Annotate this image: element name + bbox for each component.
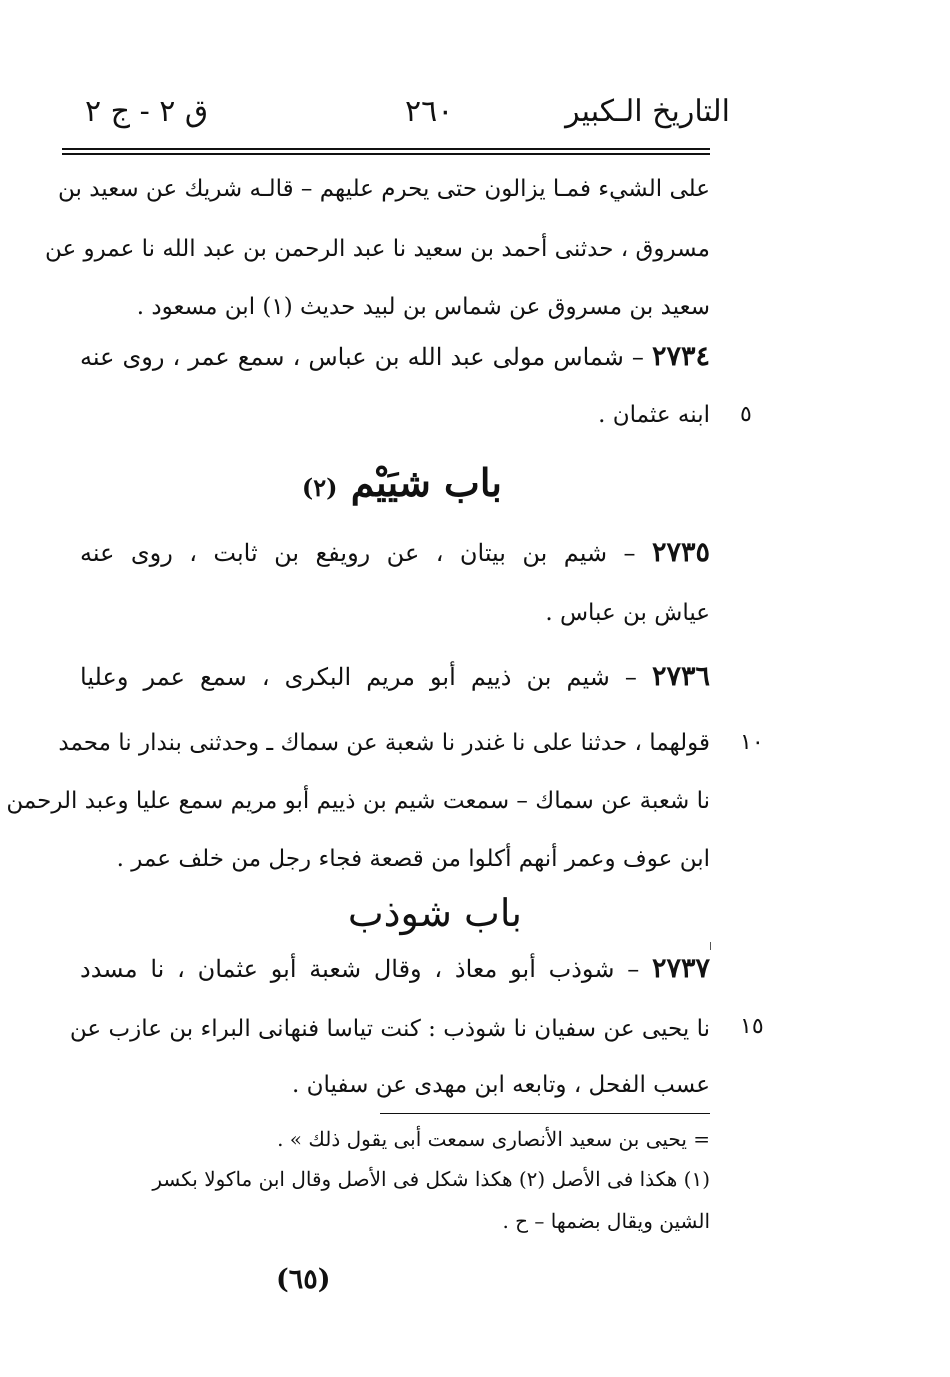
margin-mark bbox=[710, 942, 711, 950]
entry-2736-line bbox=[80, 660, 710, 694]
footnote-line: الشين ويقال بضمها – ح . bbox=[502, 1209, 710, 1233]
section-heading-text: باب شوذب bbox=[347, 891, 522, 935]
running-header-page-number: ٢٦٠ bbox=[405, 94, 454, 129]
footnote-line: = يحيى بن سعيد الأنصارى سمعت أبى يقول ذلك » . bbox=[277, 1127, 710, 1151]
running-header-reference: ق ٢ - ج ٢ bbox=[85, 94, 209, 129]
line-marker: ١٥ bbox=[740, 1014, 764, 1039]
entry-number: ٢٧٣٤ bbox=[651, 341, 710, 372]
entry-text: – شوذب أبو معاذ ، وقال شعبة أبو عثمان ، نا مسدد bbox=[80, 955, 640, 983]
section-heading bbox=[302, 460, 502, 511]
text-line: على الشيء فمـا يزالون حتى يحرم عليهم – قالـه شريك عن سعيد بن bbox=[58, 176, 710, 202]
text-line: سعيد بن مسروق عن شماس بن لبيد حديث (١) ابن مسعود . bbox=[136, 294, 710, 320]
text-line: ابن عوف وعمر أنهم أكلوا من قصعة فجاء رجل من خلف عمر . bbox=[116, 846, 710, 872]
entry-text: – شيم بن ذييم أبو مريم البكرى ، سمع عمر وعليا bbox=[80, 663, 637, 691]
text-line: ابنه عثمان . bbox=[598, 402, 710, 428]
text-line: عياش بن عباس . bbox=[545, 600, 710, 626]
line-marker: ٥ bbox=[740, 402, 752, 427]
entry-2737-line bbox=[80, 952, 710, 986]
folio-number: (٦٥) bbox=[276, 1264, 331, 1295]
text-line: عسب الفحل ، وتابعه ابن مهدى عن سفيان . bbox=[292, 1072, 710, 1098]
footnote-rule bbox=[380, 1113, 710, 1114]
section-heading-note: (٢) bbox=[301, 473, 338, 502]
entry-number: ٢٧٣٦ bbox=[651, 661, 710, 692]
entry-text: – شماس مولى عبد الله بن عباس ، سمع عمر ، روى عنه bbox=[80, 343, 644, 371]
entry-2734-line bbox=[80, 340, 710, 374]
running-header-title: التاريخ الـكبير bbox=[565, 94, 730, 129]
entry-number: ٢٧٣٥ bbox=[651, 537, 710, 568]
entry-text: – شيم بن بيتان ، عن رويفع بن ثابت ، روى عنه bbox=[80, 539, 636, 567]
text-line: قولهما ، حدثنا على نا غندر نا شعبة عن سماك ـ وحدثنى بندار نا محمد bbox=[58, 730, 710, 756]
section-heading-text: باب شيَيْم bbox=[350, 460, 502, 505]
header-rule-bottom bbox=[62, 153, 710, 155]
text-line: نا شعبة عن سماك – سمعت شيم بن ذييم أبو مريم سمع عليا وعبد الرحمن bbox=[6, 788, 710, 814]
footnote-line: (١) هكذا فى الأصل (٢) هكذا شكل فى الأصل وقال ابن ماكولا بكسر bbox=[152, 1167, 710, 1191]
entry-2735-line bbox=[80, 536, 710, 570]
text-line: نا يحيى عن سفيان نا شوذب : كنت تياسا فنهانى البراء بن عازب عن bbox=[69, 1016, 710, 1042]
entry-number: ٢٧٣٧ bbox=[651, 953, 710, 984]
header-rule-top bbox=[62, 148, 710, 150]
line-marker: ١٠ bbox=[740, 730, 764, 755]
text-line: مسروق ، حدثنى أحمد بن سعيد نا عبد الرحمن بن عبد الله نا عمرو عن bbox=[44, 236, 710, 262]
